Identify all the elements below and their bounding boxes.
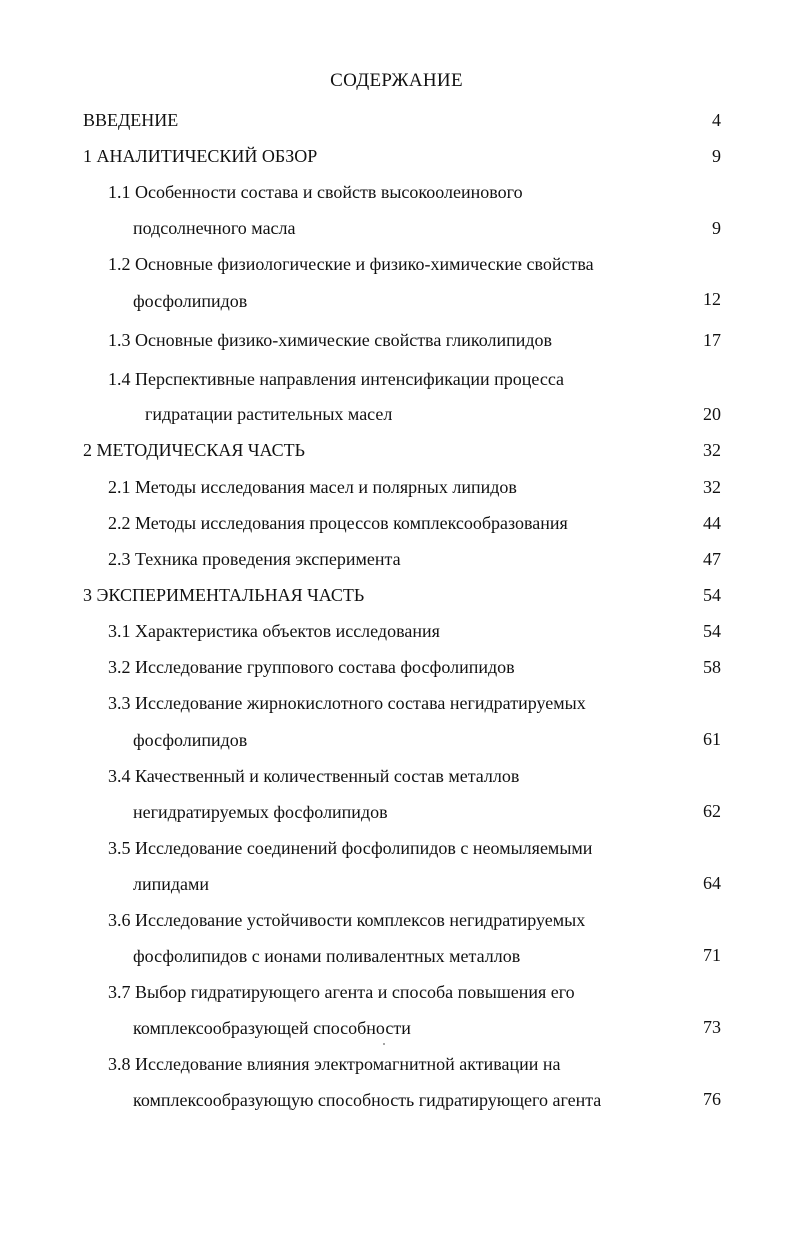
toc-entry-3-8-cont: комплексообразующую способность гидратирующего агента: [133, 1090, 602, 1110]
toc-page-number: 62: [703, 801, 721, 821]
toc-entry-3-4-cont: негидратируемых фосфолипидов: [133, 802, 388, 822]
toc-entry-1-1-cont: подсолнечного масла: [133, 218, 296, 238]
toc-page-number: 12: [703, 289, 721, 309]
toc-page-number: 20: [703, 404, 721, 424]
toc-entry-3-6-cont: фосфолипидов с ионами поливалентных металлов: [133, 946, 521, 966]
toc-entry-chapter-1: 1 АНАЛИТИЧЕСКИЙ ОБЗОР: [83, 146, 318, 166]
toc-page-number: 4: [712, 110, 721, 130]
toc-page-number: 17: [703, 330, 721, 350]
toc-page-number: 54: [703, 621, 721, 641]
toc-entry-1-2: 1.2 Основные физиологические и физико-химические свойства: [108, 254, 594, 274]
toc-entry-3-5-cont: липидами: [133, 874, 210, 894]
toc-page-number: 47: [703, 549, 721, 569]
toc-page-number: 73: [703, 1017, 721, 1037]
toc-entry-2-2: 2.2 Методы исследования процессов комплексообразования: [108, 513, 568, 533]
toc-page-number: 61: [703, 729, 721, 749]
toc-page-number: 76: [703, 1089, 721, 1109]
toc-entry-3-7: 3.7 Выбор гидратирующего агента и способа повышения его: [108, 982, 575, 1002]
toc-entry-1-4-cont: гидратации растительных масел: [145, 404, 393, 424]
toc-entry-2-1: 2.1 Методы исследования масел и полярных липидов: [108, 477, 517, 497]
toc-entry-1-2-cont: фосфолипидов: [133, 291, 248, 311]
toc-entry-1-1: 1.1 Особенности состава и свойств высокоолеинового: [108, 182, 523, 202]
toc-entry-1-3: 1.3 Основные физико-химические свойства гликолипидов: [108, 330, 553, 350]
toc-page-number: 9: [712, 146, 721, 166]
toc-page-number: 9: [712, 218, 721, 238]
toc-entry-1-4: 1.4 Перспективные направления интенсификации процесса: [108, 369, 565, 389]
toc-entry-2-3: 2.3 Техника проведения эксперимента: [108, 549, 401, 569]
toc-entry-3-8: 3.8 Исследование влияния электромагнитной активации на: [108, 1054, 561, 1074]
toc-page-number: 44: [703, 513, 721, 533]
toc-page-number: 32: [703, 477, 721, 497]
toc-entry-3-7-cont: комплексообразующей способности: [133, 1018, 411, 1038]
toc-entry-3-4: 3.4 Качественный и количественный состав металлов: [108, 766, 520, 786]
scan-speck: [383, 1043, 385, 1045]
toc-entry-3-3: 3.3 Исследование жирнокислотного состава негидратируемых: [108, 693, 586, 713]
toc-page-number: 54: [703, 585, 721, 605]
toc-entry-3-3-cont: фосфолипидов: [133, 730, 248, 750]
toc-entry-3-5: 3.5 Исследование соединений фосфолипидов с неомыляемыми: [108, 838, 593, 858]
toc-entry-introduction: ВВЕДЕНИЕ: [83, 110, 179, 130]
toc-page-number: 71: [703, 945, 721, 965]
toc-entry-3-6: 3.6 Исследование устойчивости комплексов негидратируемых: [108, 910, 586, 930]
toc-entry-3-1: 3.1 Характеристика объектов исследования: [108, 621, 440, 641]
toc-title: СОДЕРЖАНИЕ: [330, 70, 463, 91]
toc-entry-3-2: 3.2 Исследование группового состава фосфолипидов: [108, 657, 515, 677]
toc-page-number: 32: [703, 440, 721, 460]
toc-page-number: 58: [703, 657, 721, 677]
toc-page-number: 64: [703, 873, 721, 893]
toc-entry-chapter-3: 3 ЭКСПЕРИМЕНТАЛЬНАЯ ЧАСТЬ: [83, 585, 365, 605]
toc-entry-chapter-2: 2 МЕТОДИЧЕСКАЯ ЧАСТЬ: [83, 440, 305, 460]
